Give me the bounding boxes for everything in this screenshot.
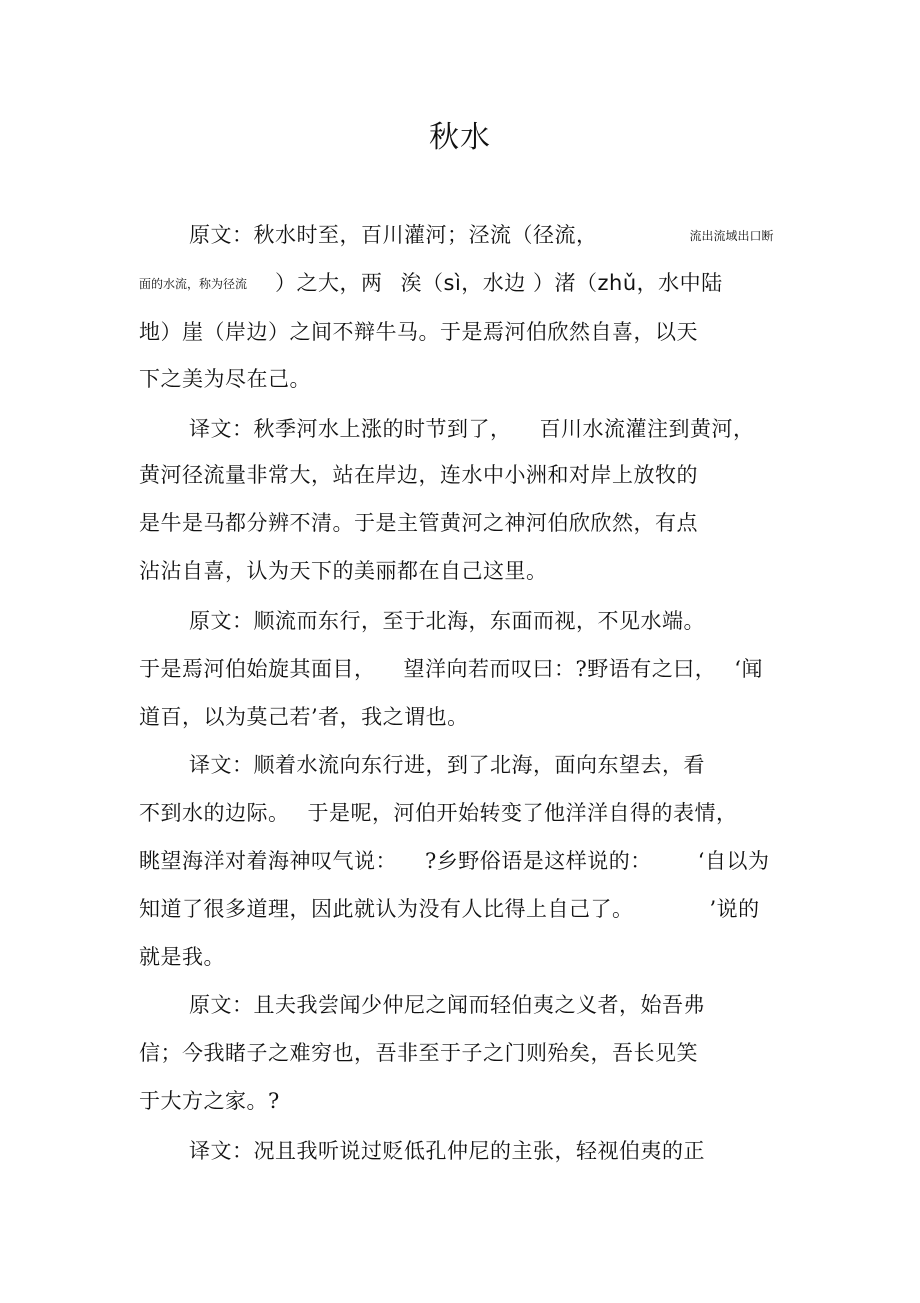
pinyin-si: sì — [443, 271, 462, 295]
paragraph-2-line-1 — [189, 414, 755, 444]
text-segment: ，水边 ）渚（ — [461, 271, 598, 295]
paragraph-4-line-1: 译文：顺着水流向东行进，到了北海，面向东望去，看 — [189, 753, 705, 777]
text-segment: ’说的 — [709, 897, 760, 921]
paragraph-3-line-2 — [139, 654, 763, 684]
text-segment: 知道了很多道理，因此就认为没有人比得上自己了。 — [139, 897, 634, 921]
text-segment: 望洋向若而叹曰：?野语有之曰， — [403, 657, 717, 681]
paragraph-2-line-4: 沾沾自喜，认为天下的美丽都在自己这里。 — [139, 559, 548, 583]
paragraph-5-line-3: 于大方之家。? — [139, 1089, 280, 1113]
text-segment: 河伯开始转变了他洋洋自得的表情， — [393, 801, 738, 825]
text-segment: ）之大，两 — [275, 271, 383, 295]
paragraph-5-line-1: 原文：且夫我尝闻少仲尼之闻而轻伯夷之义者，始吾弗 — [189, 993, 705, 1017]
pinyin-zhu: zhǔ — [597, 271, 637, 295]
paragraph-6-line-1: 译文：况且我听说过贬低孔仲尼的主张，轻视伯夷的正 — [189, 1139, 705, 1163]
text-segment: ?乡野俗语是这样说的： — [425, 849, 652, 873]
paragraph-1-line-2 — [139, 268, 723, 299]
text-segment: 原文：秋水时至，百川灌河；泾流（径流， — [189, 223, 598, 247]
paragraph-4-line-3 — [139, 846, 769, 876]
paragraph-2-line-3: 是牛是马都分辨不清。于是主管黄河之神河伯欣欣然，有点 — [139, 511, 698, 535]
text-segment: 百川水流灌注到黄河， — [539, 417, 755, 441]
paragraph-1-line-1 — [189, 220, 774, 251]
text-segment: 不到水的边际。 — [139, 801, 290, 825]
paragraph-1-line-4: 下之美为尽在己。 — [139, 367, 311, 391]
document-title: 秋水 — [429, 120, 491, 155]
text-segment: 于是焉河伯始旋其面目， — [139, 657, 376, 681]
paragraph-3-line-1: 原文：顺流而东行，至于北海，东面而视，不见水端。 — [189, 609, 705, 633]
paragraph-1-line-3: 地）崖（岸边）之间不辩牛马。于是焉河伯欣然自喜，以天 — [139, 320, 698, 344]
annotation-note: 流出流域出口断 — [689, 229, 774, 243]
paragraph-4-line-4 — [139, 894, 760, 924]
paragraph-5-line-2: 信；今我睹子之难穷也，吾非至于子之门则殆矣，吾长见笑 — [139, 1041, 698, 1065]
annotation-note: 面的水流，称为径流 — [139, 277, 248, 291]
text-segment: 涘（ — [400, 271, 444, 295]
text-segment: 于是呢， — [307, 801, 394, 825]
text-segment: ‘闻 — [734, 657, 763, 681]
text-segment: 眺望海洋对着海神叹气说： — [139, 849, 397, 873]
text-segment: ‘自以为 — [697, 849, 770, 873]
paragraph-3-line-3: 道百，以为莫己若’者，我之谓也。 — [139, 705, 469, 729]
text-segment: ，水中陆 — [636, 271, 723, 295]
paragraph-2-line-2: 黄河径流量非常大，站在岸边，连水中小洲和对岸上放牧的 — [139, 463, 698, 487]
text-segment: 译文：秋季河水上涨的时节到了， — [189, 417, 512, 441]
paragraph-4-line-2 — [139, 798, 738, 828]
paragraph-4-line-5: 就是我。 — [139, 945, 225, 969]
